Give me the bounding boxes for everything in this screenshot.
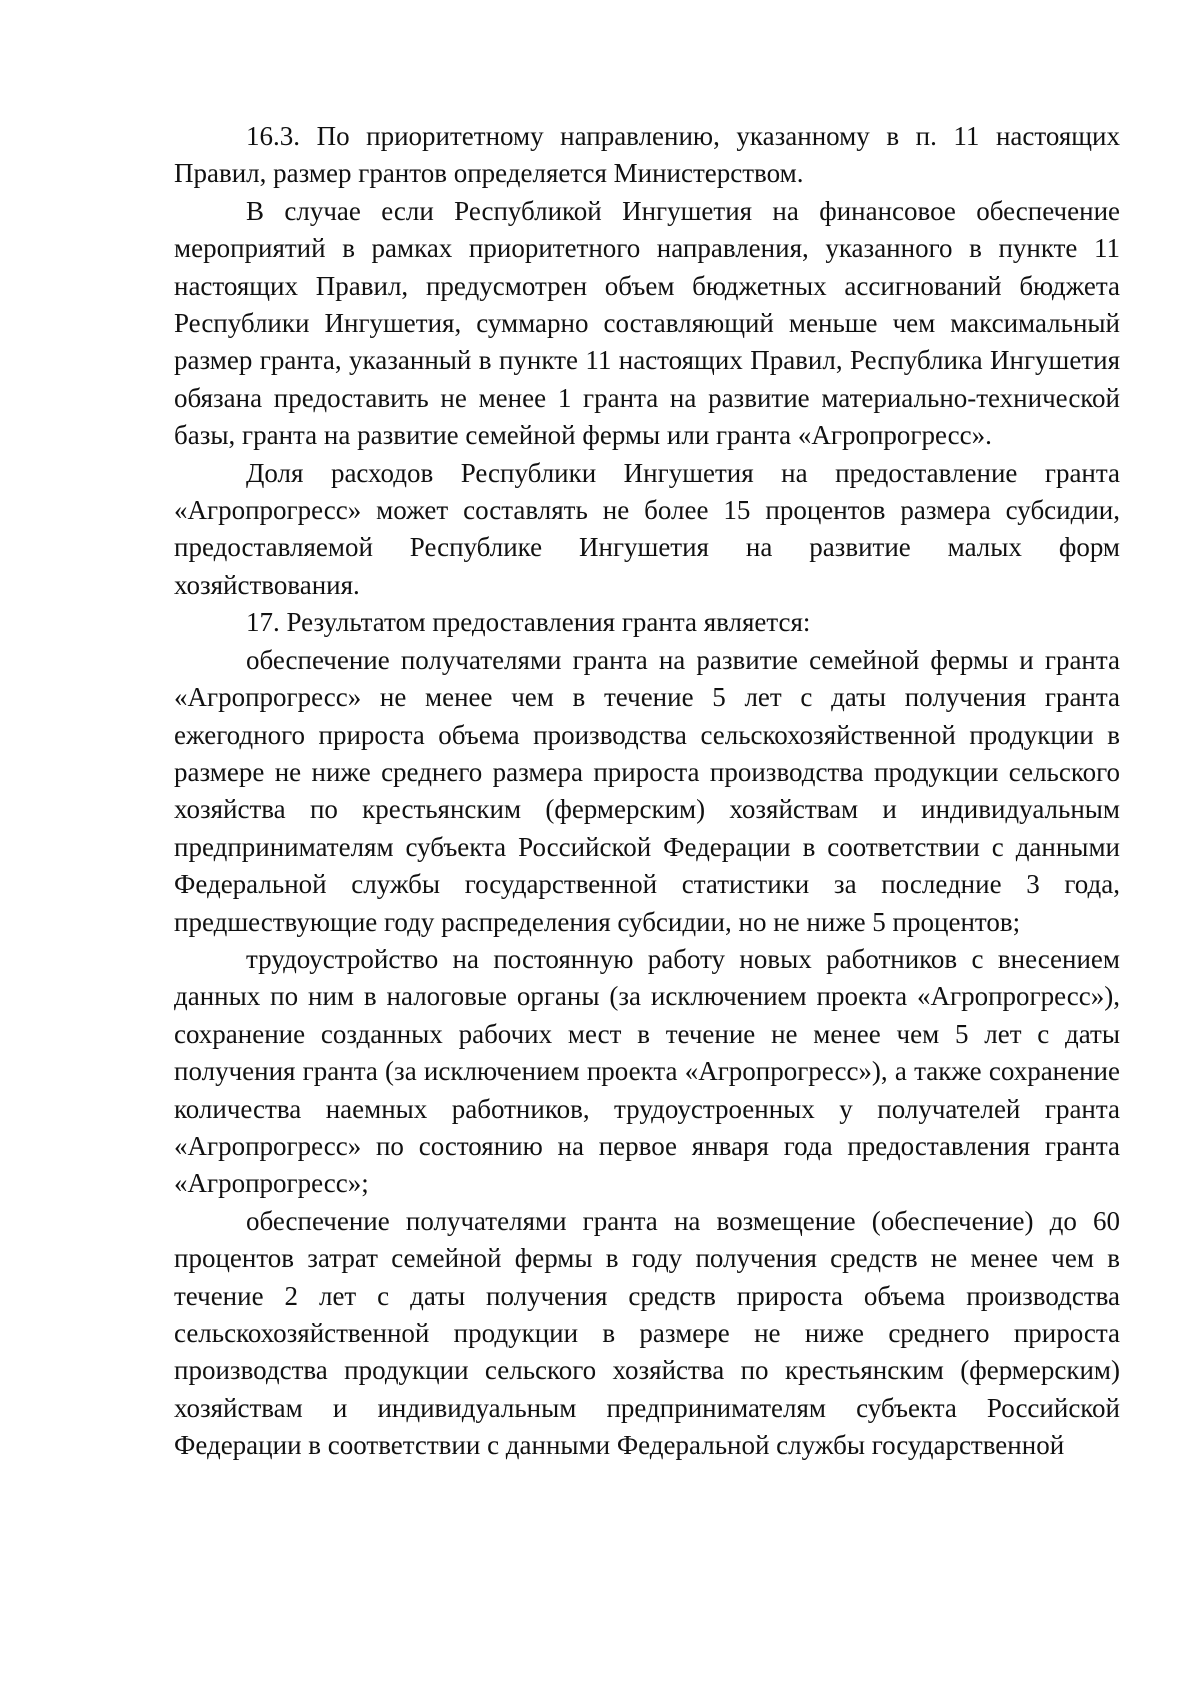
paragraph-budget-case: В случае если Республикой Ингушетия на финансовое обеспечение мероприятий в рамках приоритетного направления, указанного в пункте 11 настоящих Правил, предусмотрен объем бюджетных ассигнований бюджета Республики Ингушетия, суммарно составляющий меньше чем максимальный размер гранта, указанный в пункте 11 настоящих Правил, Республика Ингушетия обязана предоставить не менее 1 гранта на развитие материально-технической базы, гранта на развитие семейной фермы или гранта «Агропрогресс». [174, 195, 1120, 451]
paragraph-16-3: 16.3. По приоритетному направлению, указанному в п. 11 настоящих Правил, размер грантов определяется Министерством. [174, 121, 1120, 189]
document-page [174, 118, 1120, 1465]
paragraph-result-production-growth: обеспечение получателями гранта на развитие семейной фермы и гранта «Агропрогресс» не менее чем в течение 5 лет с даты получения гранта ежегодного прироста объема производства сельскохозяйственной продукции в размере не ниже среднего размера прироста производства продукции сельского хозяйства по крестьянским (фермерским) хозяйствам и индивидуальным предпринимателям субъекта Российской Федерации в соответствии с данными Федеральной службы государственной статистики за последние 3 года, предшествующие году распределения субсидии, но не ниже 5 процентов; [174, 644, 1120, 937]
paragraph-17-heading: 17. Результатом предоставления гранта является: [246, 607, 811, 638]
paragraph-agroprogress-share: Доля расходов Республики Ингушетия на предоставление гранта «Агропрогресс» может составлять не более 15 процентов размера субсидии, предоставляемой Республике Ингушетия на развитие малых форм хозяйствования. [174, 457, 1120, 600]
paragraph-result-employment: трудоустройство на постоянную работу новых работников с внесением данных по ним в налоговые органы (за исключением проекта «Агропрогресс»), сохранение созданных рабочих мест в течение не менее чем 5 лет с даты получения гранта (за исключением проекта «Агропрогресс»), а также сохранение количества наемных работников, трудоустроенных у получателей гранта «Агропрогресс» по состоянию на первое января года предоставления гранта «Агропрогресс»; [174, 943, 1120, 1199]
paragraph-result-family-farm: обеспечение получателями гранта на возмещение (обеспечение) до 60 процентов затрат семейной фермы в году получения средств не менее чем в течение 2 лет с даты получения средств прироста объема производства сельскохозяйственной продукции в размере не ниже среднего прироста производства продукции сельского хозяйства по крестьянским (фермерским) хозяйствам и индивидуальным предпринимателям субъекта Российской Федерации в соответствии с данными Федеральной службы государственной [174, 1205, 1120, 1461]
